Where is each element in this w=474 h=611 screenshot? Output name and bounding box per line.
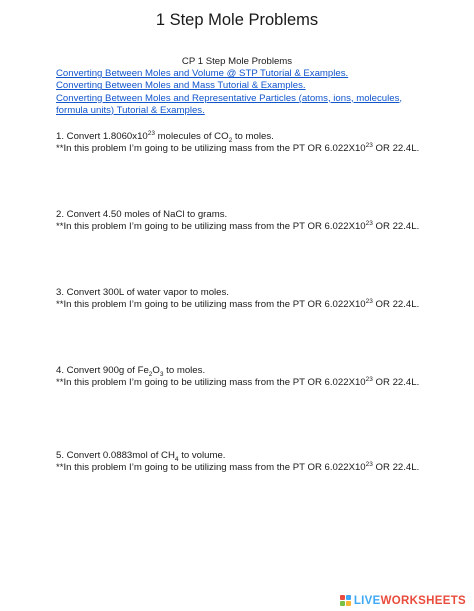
problem-2 xyxy=(56,209,456,234)
link-moles-particles[interactable]: Converting Between Moles and Representative Particles (atoms, ions, molecules, xyxy=(56,92,403,104)
problem-4-note: **In this problem I’m going to be utilizing mass from the PT OR $6.022X10^{23}$ OR 22.4L. xyxy=(56,376,420,389)
problem-5-note: **In this problem I’m going to be utilizing mass from the PT OR $6.022X10^{23}$ OR 22.4L. xyxy=(56,461,420,474)
problem-3-text: 3. Convert 300L of water vapor to moles. xyxy=(56,287,229,298)
problem-1-text: 1. Convert $1.8060x10^{23}$ molecules of $CO_2$ to moles. xyxy=(56,129,274,144)
liveworksheets-logo-icon xyxy=(340,595,352,607)
problem-4 xyxy=(56,365,456,390)
subtitle: CP 1 Step Mole Problems xyxy=(181,56,293,67)
problem-3 xyxy=(56,287,456,312)
problem-1 xyxy=(56,131,456,156)
problem-5-text: 5. Convert 0.0883mol of $CH_4$ to volume. xyxy=(56,450,226,463)
tutorial-links xyxy=(56,68,416,117)
link-moles-particles-cont[interactable]: formula units) Tutorial & Examples. xyxy=(56,104,205,116)
problem-2-note: **In this problem I’m going to be utilizing mass from the PT OR $6.022X10^{23}$ OR 22.4L. xyxy=(56,220,420,233)
problem-2-text: 2. Convert 4.50 moles of NaCl to grams. xyxy=(56,209,228,220)
liveworksheets-logo: LIVE WORKSHEETS xyxy=(340,595,466,607)
problem-1-note: **In this problem I’m going to be utilizing mass from the PT OR $6.022X10^{23}$ OR 22.4L. xyxy=(56,142,420,155)
problem-5 xyxy=(56,450,456,475)
problem-4-text: 4. Convert 900g of $Fe_2O_3$ to moles. xyxy=(56,365,206,378)
problem-3-note: **In this problem I’m going to be utilizing mass from the PT OR $6.022X10^{23}$ OR 22.4L. xyxy=(56,298,420,311)
page-title: 1 Step Mole Problems xyxy=(155,11,319,29)
link-moles-volume[interactable]: Converting Between Moles and Volume @ STP Tutorial & Examples. xyxy=(56,68,349,79)
link-moles-mass[interactable]: Converting Between Moles and Mass Tutorial & Examples. xyxy=(56,80,306,92)
